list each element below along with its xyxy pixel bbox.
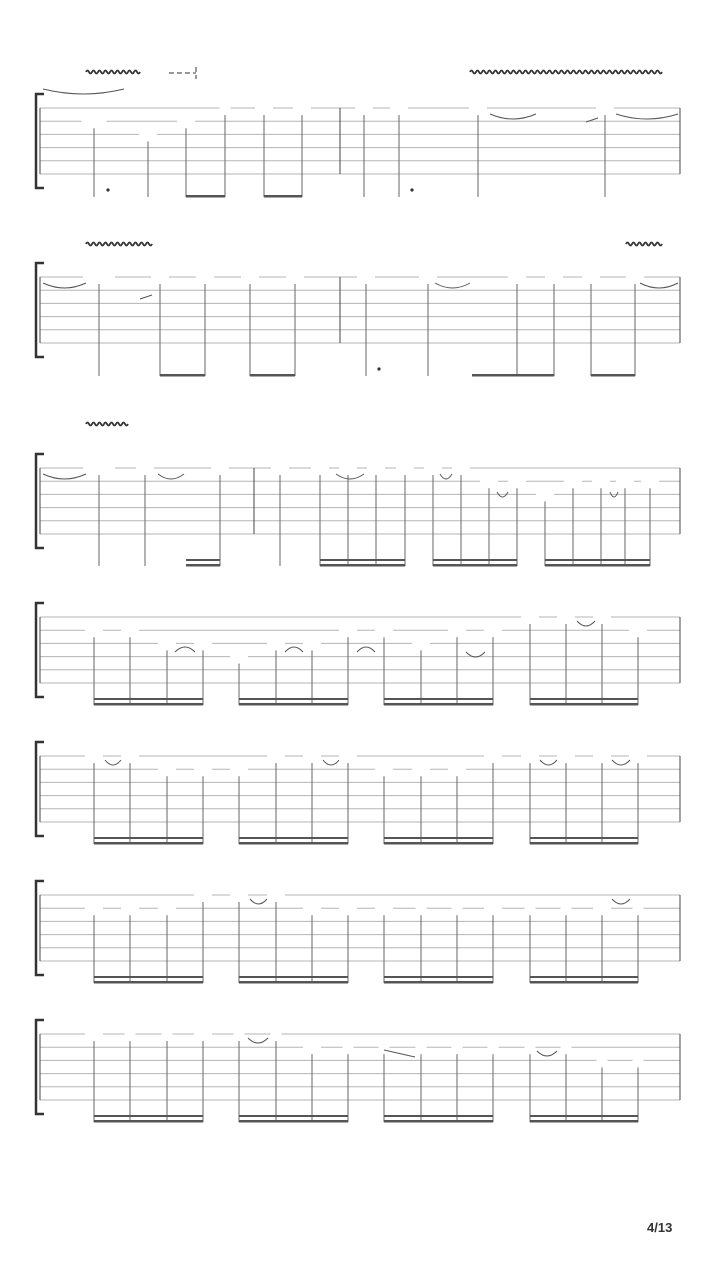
- beam: [186, 195, 225, 198]
- tie-arc: [175, 647, 195, 652]
- fret-bg: [357, 270, 375, 284]
- beam: [320, 559, 405, 561]
- fret-bg: [139, 127, 157, 141]
- fret-bg: [508, 474, 526, 488]
- fret-bg: [162, 1027, 173, 1041]
- fret-bg: [564, 474, 582, 488]
- fret-bg: [488, 1040, 499, 1054]
- tie-arc: [612, 760, 630, 765]
- beam: [530, 976, 638, 978]
- fret-bg: [629, 749, 647, 763]
- beam: [239, 837, 348, 839]
- fret-bg: [267, 636, 285, 650]
- fret-bg: [484, 749, 502, 763]
- fret-bg: [545, 270, 563, 284]
- tie-arc: [158, 474, 184, 479]
- fret-bg: [508, 270, 526, 284]
- vibrato-mark: [470, 71, 662, 74]
- dot-rhythm: [106, 188, 109, 191]
- fret-bg: [561, 901, 572, 915]
- fret-bg: [355, 101, 373, 115]
- fret-bg: [521, 610, 539, 624]
- fret-bg: [593, 610, 611, 624]
- fret-bg: [82, 114, 107, 128]
- fret-bg: [136, 461, 154, 475]
- beam: [384, 1120, 493, 1123]
- fret-bg: [83, 270, 115, 284]
- beam: [530, 981, 638, 984]
- beam: [94, 1115, 203, 1117]
- beam: [384, 842, 493, 845]
- beam: [320, 564, 405, 567]
- fret-bg: [85, 623, 103, 637]
- beam: [530, 703, 638, 706]
- fret-bg: [633, 1053, 644, 1067]
- tie-arc: [577, 621, 595, 626]
- beam: [530, 842, 638, 845]
- beam: [264, 195, 302, 198]
- fret-bg: [194, 636, 212, 650]
- fret-bg: [367, 461, 385, 475]
- beam: [384, 1115, 493, 1117]
- fret-bg: [230, 762, 248, 776]
- fret-bg: [379, 1040, 390, 1054]
- beam: [545, 564, 650, 567]
- fret-bg: [616, 474, 634, 488]
- fret-bg: [85, 1027, 103, 1041]
- beam: [591, 374, 635, 377]
- beam: [530, 1120, 638, 1123]
- beam: [545, 559, 650, 561]
- fret-bg: [412, 636, 430, 650]
- beam: [384, 837, 493, 839]
- beam: [239, 1120, 348, 1123]
- fret-bg: [593, 749, 611, 763]
- beam: [94, 842, 203, 845]
- dot-rhythm: [410, 188, 413, 191]
- fret-bg: [121, 901, 139, 915]
- fret-bg: [85, 901, 103, 915]
- fret-bg: [303, 749, 321, 763]
- beam: [384, 976, 493, 978]
- dot-rhythm: [377, 367, 380, 370]
- fret-bg: [339, 901, 357, 915]
- fret-bg: [592, 474, 610, 488]
- fret-bg: [629, 623, 647, 637]
- vibrato-mark: [86, 423, 128, 426]
- fret-bg: [375, 762, 393, 776]
- fret-bg: [626, 270, 644, 284]
- tie-arc: [250, 899, 267, 904]
- fret-bg: [293, 101, 311, 115]
- fret-bg: [241, 270, 259, 284]
- fret-bg: [303, 901, 321, 915]
- fret-bg: [452, 1040, 463, 1054]
- fret-bg: [311, 461, 329, 475]
- fret-bg: [339, 749, 357, 763]
- fret-bg: [596, 101, 614, 115]
- fret-bg: [121, 623, 139, 637]
- fret-bg: [271, 461, 289, 475]
- fret-bg: [561, 1040, 572, 1054]
- tie-arc: [43, 474, 86, 479]
- fret-bg: [484, 901, 502, 915]
- fret-bg: [480, 474, 498, 488]
- fret-bg: [85, 749, 103, 763]
- fret-bg: [158, 901, 176, 915]
- fret-bg: [597, 1053, 608, 1067]
- beam: [94, 837, 203, 839]
- slide-line: [140, 295, 152, 299]
- fret-bg: [424, 461, 442, 475]
- vibrato-mark: [86, 71, 140, 74]
- fret-bg: [220, 101, 231, 115]
- beam: [239, 703, 348, 706]
- fret-bg: [121, 749, 139, 763]
- fret-bg: [641, 474, 659, 488]
- tie-arc: [435, 283, 470, 288]
- fret-bg: [521, 749, 539, 763]
- beam: [433, 564, 517, 567]
- beam: [160, 374, 205, 377]
- beam: [239, 842, 348, 845]
- fret-bg: [177, 114, 195, 128]
- beam: [384, 698, 493, 700]
- tie-arc: [616, 114, 678, 119]
- fret-bg: [396, 461, 414, 475]
- fret-bg: [416, 1040, 427, 1054]
- beam: [530, 1115, 638, 1117]
- beam: [433, 559, 517, 561]
- fret-bg: [271, 1027, 282, 1041]
- fret-bg: [448, 623, 466, 637]
- tie-arc: [357, 647, 375, 652]
- fret-bg: [343, 1040, 354, 1054]
- palm-mute-extension: [169, 67, 196, 79]
- tie-arc: [490, 114, 536, 119]
- fret-bg: [484, 623, 502, 637]
- fret-bg: [375, 901, 393, 915]
- fret-bg: [211, 461, 229, 475]
- tie-arc: [640, 283, 678, 288]
- fret-bg: [448, 762, 466, 776]
- fret-bg: [194, 1027, 212, 1041]
- beam: [239, 1115, 348, 1117]
- tie-arc: [540, 760, 557, 765]
- fret-bg: [412, 762, 430, 776]
- beam: [239, 981, 348, 984]
- tie-arc: [43, 89, 124, 94]
- tie-arc: [323, 760, 339, 765]
- fret-bg: [525, 901, 536, 915]
- page-number: 4/13: [647, 1220, 673, 1235]
- fret-bg: [339, 623, 357, 637]
- fret-bg: [194, 888, 212, 902]
- beam: [94, 703, 203, 706]
- fret-bg: [536, 487, 554, 501]
- beam: [239, 698, 348, 700]
- fret-bg: [452, 461, 470, 475]
- tie-arc: [43, 283, 86, 288]
- tie-arc: [537, 1051, 557, 1056]
- fret-bg: [230, 650, 248, 664]
- tie-arc: [612, 899, 630, 904]
- beam: [186, 564, 220, 567]
- fret-bg: [158, 762, 176, 776]
- fret-bg: [267, 888, 285, 902]
- fret-bg: [416, 901, 427, 915]
- beam: [94, 981, 203, 984]
- fret-bg: [303, 1040, 321, 1054]
- beam: [239, 976, 348, 978]
- fret-bg: [196, 270, 214, 284]
- fret-bg: [339, 461, 357, 475]
- fret-bg: [593, 901, 611, 915]
- tie-arc: [248, 1038, 268, 1043]
- beam: [530, 837, 638, 839]
- beam: [384, 703, 493, 706]
- fret-bg: [469, 101, 487, 115]
- fret-bg: [286, 270, 304, 284]
- fret-bg: [234, 1027, 245, 1041]
- fret-bg: [255, 101, 273, 115]
- fret-bg: [158, 636, 176, 650]
- fret-bg: [582, 270, 600, 284]
- beam: [530, 698, 638, 700]
- beam: [94, 1120, 203, 1123]
- tie-arc: [285, 647, 303, 652]
- fret-bg: [83, 461, 115, 475]
- fret-bg: [525, 1040, 536, 1054]
- fret-bg: [267, 749, 285, 763]
- vibrato-mark: [626, 243, 662, 246]
- fret-bg: [557, 610, 575, 624]
- fret-bg: [194, 762, 212, 776]
- beam: [384, 981, 493, 984]
- beam: [250, 374, 295, 377]
- fret-bg: [452, 901, 463, 915]
- vibrato-mark: [86, 243, 152, 246]
- fret-bg: [557, 749, 575, 763]
- fret-bg: [390, 101, 408, 115]
- beam: [472, 374, 554, 377]
- fret-bg: [303, 636, 321, 650]
- fret-bg: [375, 623, 393, 637]
- tie-arc: [105, 760, 121, 765]
- fret-bg: [125, 1027, 136, 1041]
- fret-bg: [419, 270, 437, 284]
- fret-bg: [230, 888, 248, 902]
- beam: [94, 698, 203, 700]
- fret-bg: [633, 901, 644, 915]
- beam: [94, 976, 203, 978]
- fret-bg: [151, 270, 169, 284]
- beam: [186, 559, 220, 561]
